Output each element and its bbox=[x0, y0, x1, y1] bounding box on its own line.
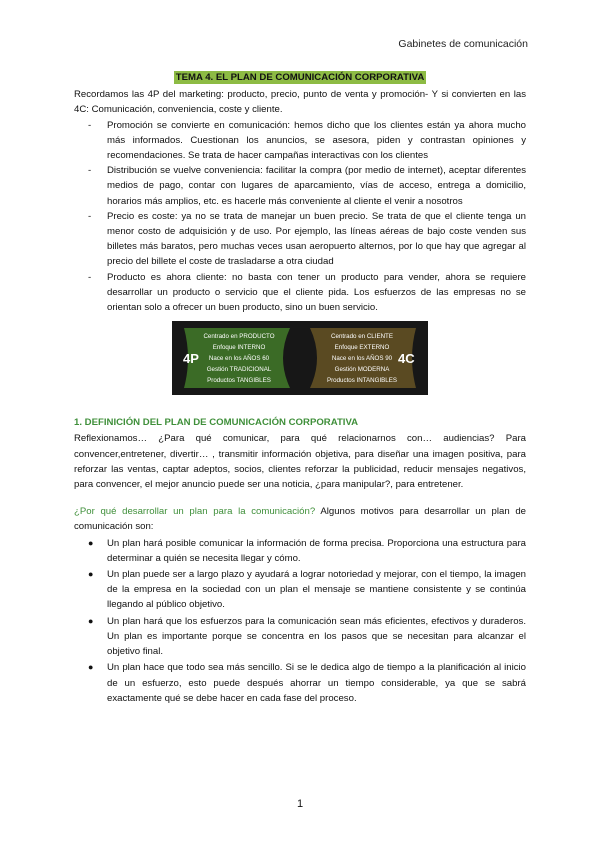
right-line: Productos INTANGIBLES bbox=[326, 377, 398, 385]
list-item-text: Distribución se vuelve conveniencia: facilitar la compra (por medio de internet), aceptar diferentes medios de pago, contar con lugares de aparcamiento, vías de acceso, entrega a domicilio, horarios más amplios, etc. es hacerle más conveniente al cliente el venir a nosotros bbox=[107, 165, 526, 207]
right-line: Nace en los AÑOS 90 bbox=[331, 355, 393, 363]
label-4p: 4P bbox=[183, 351, 199, 367]
bullet-marker: ● bbox=[88, 615, 94, 626]
comparison-figure bbox=[172, 321, 428, 395]
section-paragraph: Reflexionamos… ¿Para qué comunicar, para qué relacionarnos con… audiencias? Para convencer,entretener, divertir… , transmitir información objetiva, para diseñar una imagen positiva, para reforzar las ventas, captar adeptos, socios, clientes reforzar la publicidad, reducir mensajes negativos, para convencer, el mejor anuncio puede ser una noticia, ¿para manipular?, para entretener. bbox=[74, 433, 526, 491]
list-item bbox=[74, 270, 526, 316]
list-item-text: Producto es ahora cliente: no basta con tener un producto para vender, ahora se requiere desarrollar un producto o servicio que el cliente pida. Los esfuerzos de las empresas no se orientan solo a ofrecer un buen producto, sino un buen servicio. bbox=[107, 271, 526, 314]
list-item-text: Un plan hace que todo sea más sencillo. Si se le dedica algo de tiempo a la planificación al inicio de un esfuerzo, esto puede después ahorrar un tiempo considerable, ya que se sabrá exactamente qué se debe hacer en cada fase del proceso. bbox=[107, 662, 526, 704]
list-item bbox=[74, 567, 526, 613]
conversion-list bbox=[74, 118, 526, 316]
page-number: 1 bbox=[296, 798, 304, 810]
page-content bbox=[74, 70, 526, 706]
right-line: Enfoque EXTERNO bbox=[334, 344, 390, 352]
list-item bbox=[74, 536, 526, 566]
section-heading: 1. DEFINICIÓN DEL PLAN DE COMUNICACIÓN CORPORATIVA bbox=[74, 417, 359, 429]
list-item bbox=[74, 163, 526, 209]
why-paragraph bbox=[74, 504, 526, 534]
bullet-marker: ● bbox=[88, 662, 94, 673]
left-line: Centrado en PRODUCTO bbox=[203, 333, 275, 341]
left-line: Productos TANGIBLES bbox=[207, 377, 271, 385]
list-item-text: Un plan hará que los esfuerzos para la comunicación sean más eficientes, efectivos y duraderos. Un plan es importante porque se concentra en los pasos que se necesitan para alcanzar el objetivo final. bbox=[107, 615, 526, 658]
left-line: Enfoque INTERNO bbox=[212, 344, 266, 352]
list-item-text: Un plan hará posible comunicar la información de forma precisa. Proporciona una estructura para determinar a quién se necesita llegar y cómo. bbox=[107, 537, 526, 564]
list-item-text: Un plan puede ser a largo plazo y ayudará a lograr notoriedad y mejorar, con el tiempo, la imagen de la empresa en la sociedad con un plan el mensaje se mantiene consistente y se continúa llegando al público objetivo. bbox=[107, 569, 526, 611]
left-line: Nace en los AÑOS 60 bbox=[208, 355, 270, 363]
dash-marker: - bbox=[88, 210, 92, 222]
running-header: Gabinetes de comunicación bbox=[398, 38, 528, 50]
dash-marker: - bbox=[88, 165, 92, 177]
list-item bbox=[74, 660, 526, 706]
why-question: ¿Por qué desarrollar un plan para la comunicación? bbox=[74, 506, 316, 518]
figure-wrap bbox=[74, 321, 526, 395]
list-item bbox=[74, 118, 526, 164]
left-line: Gestión TRADICIONAL bbox=[206, 366, 272, 374]
why-rest: Algunos motivos para desarrollar un plan de comunicación son: bbox=[74, 506, 527, 533]
right-line: Gestión MODERNA bbox=[334, 366, 390, 374]
list-item-text: Precio es coste: ya no se trata de manejar un buen precio. Se trata de que el cliente tenga un menor costo de adquisición y de uso. Por ejemplo, las líneas aéreas de bajo coste venden sus billetes más baratos, pero muchas veces usan aeropuerto alternos, por lo que hay que agregar al precio del billete el coste de trasladarse a otra ciudad bbox=[107, 210, 526, 268]
intro-paragraph: Recordamos las 4P del marketing: producto, precio, punto de venta y promoción- Y si convierten en las 4C: Comunicación, conveniencia, coste y cliente. bbox=[74, 89, 526, 116]
list-item bbox=[74, 209, 526, 270]
reasons-list bbox=[74, 536, 526, 706]
right-line: Centrado en CLIENTE bbox=[331, 333, 393, 341]
document-title: TEMA 4. EL PLAN DE COMUNICACIÓN CORPORATIVA bbox=[175, 72, 425, 83]
list-item-text: Promoción se convierte en comunicación: hemos dicho que los clientes están ya ahora mucho más informados. Cuestionan los anuncios, se asesora, piden y contrastan opiniones y recomendaciones. Se trata de hacer campañas interactivas con los clientes bbox=[107, 119, 526, 162]
bullet-marker: ● bbox=[88, 537, 94, 548]
comparison-graphic bbox=[172, 321, 428, 395]
bullet-marker: ● bbox=[88, 569, 94, 580]
label-4c: 4C bbox=[398, 351, 415, 367]
list-item bbox=[74, 614, 526, 660]
title-wrap bbox=[74, 70, 526, 85]
dash-marker: - bbox=[88, 119, 92, 131]
dash-marker: - bbox=[88, 271, 92, 283]
